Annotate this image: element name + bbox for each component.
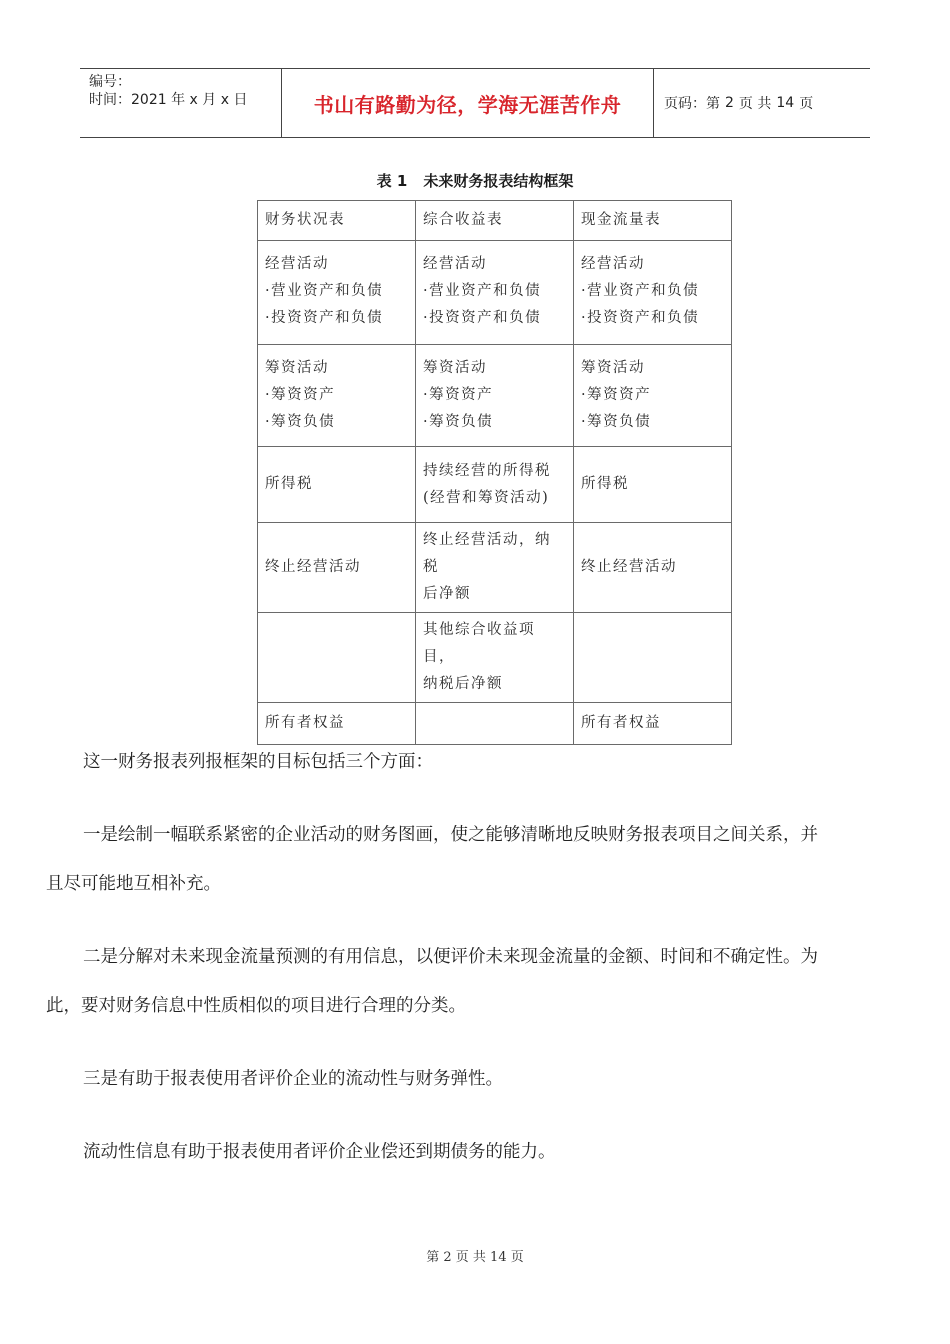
table-cell: 所得税 bbox=[258, 447, 416, 523]
cell-line: ·营业资产和负债 bbox=[265, 283, 384, 299]
doc-time-label: 时间：2021 年 x 月 x 日 bbox=[89, 92, 248, 108]
table-cell: 终止经营活动 bbox=[258, 523, 416, 613]
cell-line: 筹资活动 bbox=[423, 360, 487, 376]
table-row-tax bbox=[258, 447, 732, 523]
table-header-row bbox=[258, 201, 732, 241]
cell-line: ·筹资负债 bbox=[423, 414, 494, 430]
paragraph-goal-3 bbox=[46, 1055, 896, 1104]
paragraph-text: 二是分解对未来现金流量预测的有用信息，以便评价未来现金流量的金额、时间和不确定性。为 bbox=[83, 947, 818, 967]
cell-line: 持续经营的所得税 bbox=[423, 462, 551, 479]
paragraph-text: 流动性信息有助于报表使用者评价企业偿还到期债务的能力。 bbox=[83, 1142, 556, 1162]
header-meta bbox=[80, 69, 282, 137]
table-caption-number: 表 1 bbox=[376, 172, 408, 190]
cell-line: ·筹资负债 bbox=[265, 414, 336, 430]
header-motto-cell bbox=[282, 69, 654, 137]
table-cell bbox=[416, 447, 574, 523]
paragraph-liquidity bbox=[46, 1128, 896, 1177]
table-cell bbox=[258, 345, 416, 447]
paragraph-text: 一是绘制一幅联系紧密的企业活动的财务图画，使之能够清晰地反映财务报表项目之间关系，并 bbox=[83, 825, 818, 845]
doc-number-label: 编号： bbox=[89, 74, 131, 90]
table-cell bbox=[574, 241, 732, 345]
table-caption bbox=[0, 170, 950, 191]
page-footer: 第 2 页 共 14 页 bbox=[426, 1250, 524, 1265]
cell-line: 经营活动 bbox=[265, 256, 329, 272]
cell-line: 筹资活动 bbox=[265, 360, 329, 376]
cell-line: ·筹资资产 bbox=[581, 387, 652, 403]
header-motto: 书山有路勤为径，学海无涯苦作舟 bbox=[313, 92, 622, 117]
cell-line: 终止经营活动，纳税 bbox=[423, 532, 551, 575]
table-cell bbox=[416, 613, 574, 703]
page-label: 页码：第 bbox=[664, 96, 720, 112]
table-cell: 终止经营活动 bbox=[574, 523, 732, 613]
table-cell-empty bbox=[258, 613, 416, 703]
table-row-discontinued bbox=[258, 523, 732, 613]
cell-line: ·投资资产和负债 bbox=[423, 310, 542, 326]
table-cell bbox=[416, 523, 574, 613]
page-mid: 页 共 bbox=[738, 96, 772, 112]
table-caption-title: 未来财务报表结构框架 bbox=[423, 172, 574, 190]
page-end: 页 bbox=[799, 96, 814, 112]
table-cell: 所得税 bbox=[574, 447, 732, 523]
cell-line: ·筹资资产 bbox=[423, 387, 494, 403]
table-cell-empty bbox=[574, 613, 732, 703]
cell-line: ·投资资产和负债 bbox=[581, 310, 700, 326]
cell-line: 经营活动 bbox=[581, 256, 645, 272]
table-cell: 所有者权益 bbox=[574, 703, 732, 745]
table-cell bbox=[258, 241, 416, 345]
cell-line: 纳税后净额 bbox=[423, 676, 503, 692]
paragraph-text: 且尽可能地互相补充。 bbox=[46, 874, 221, 894]
cell-line: ·投资资产和负债 bbox=[265, 310, 384, 326]
table-cell bbox=[416, 241, 574, 345]
paragraph-goal-2 bbox=[46, 933, 896, 1031]
paragraph-intro bbox=[46, 738, 896, 787]
table-row-oci bbox=[258, 613, 732, 703]
table-row-operating bbox=[258, 241, 732, 345]
paragraph-goal-1 bbox=[46, 811, 896, 909]
framework-table bbox=[257, 200, 732, 745]
header-cell-balance-sheet: 财务状况表 bbox=[258, 201, 416, 241]
page-header bbox=[80, 68, 870, 138]
header-page-info bbox=[654, 69, 870, 137]
cell-line: 后净额 bbox=[423, 586, 471, 602]
paragraph-text: 三是有助于报表使用者评价企业的流动性与财务弹性。 bbox=[83, 1069, 503, 1089]
cell-line: ·营业资产和负债 bbox=[581, 283, 700, 299]
cell-line: ·筹资负债 bbox=[581, 414, 652, 430]
page-total: 14 bbox=[776, 95, 795, 111]
cell-line: 经营活动 bbox=[423, 256, 487, 272]
cell-line: ·营业资产和负债 bbox=[423, 283, 542, 299]
cell-line: ·筹资资产 bbox=[265, 387, 336, 403]
table-cell bbox=[574, 345, 732, 447]
table-row-financing bbox=[258, 345, 732, 447]
paragraph-text: 这一财务报表列报框架的目标包括三个方面： bbox=[83, 752, 433, 772]
header-cell-income-statement: 综合收益表 bbox=[416, 201, 574, 241]
paragraph-text: 此，要对财务信息中性质相似的项目进行合理的分类。 bbox=[46, 996, 466, 1016]
table-cell bbox=[416, 345, 574, 447]
cell-line: (经营和筹资活动) bbox=[423, 489, 550, 506]
cell-line: 筹资活动 bbox=[581, 360, 645, 376]
page-num: 2 bbox=[725, 95, 734, 111]
table-cell: 所有者权益 bbox=[258, 703, 416, 745]
cell-line: 其他综合收益项目， bbox=[423, 622, 535, 665]
header-cell-cash-flow: 现金流量表 bbox=[574, 201, 732, 241]
